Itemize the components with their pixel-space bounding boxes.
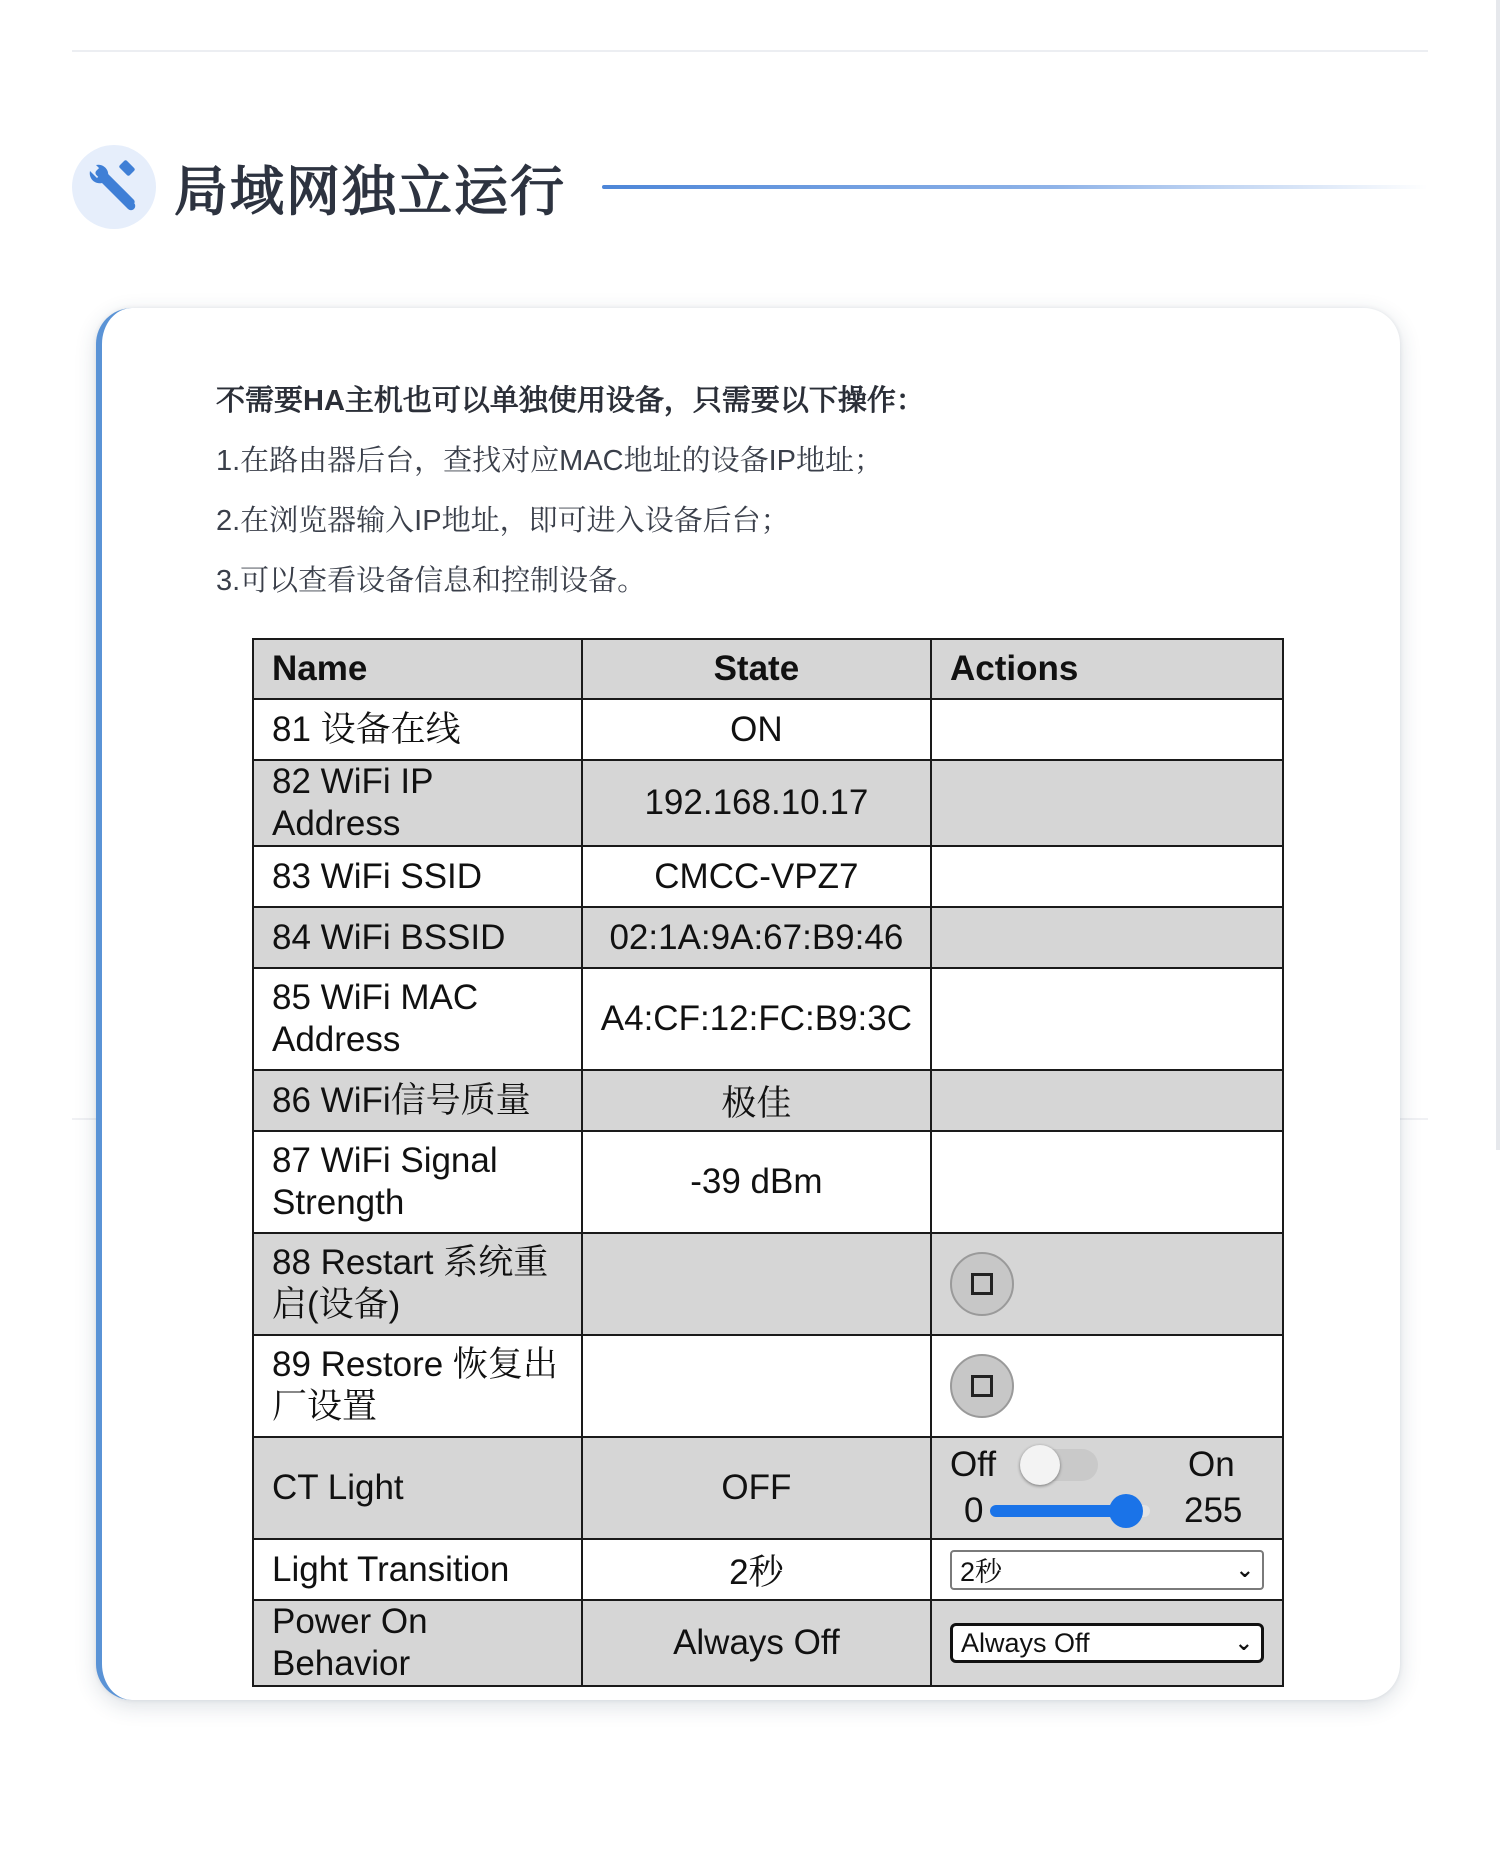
row-actions (931, 907, 1283, 968)
row-name: 83 WiFi SSID (253, 846, 582, 907)
table-row (253, 760, 1283, 846)
table-row (253, 1131, 1283, 1233)
row-actions (931, 1600, 1283, 1686)
row-state: A4:CF:12:FC:B9:3C (582, 968, 931, 1070)
row-actions (931, 1539, 1283, 1600)
slider-max-label: 255 (1184, 1491, 1243, 1530)
ct-light-toggle[interactable] (1024, 1449, 1098, 1481)
brightness-slider[interactable] (990, 1505, 1150, 1517)
content-card (96, 308, 1400, 1700)
slider-min-label: 0 (964, 1491, 984, 1530)
power-on-behavior-select[interactable] (950, 1623, 1264, 1663)
row-actions (931, 1233, 1283, 1335)
row-state (582, 1335, 931, 1437)
column-header-name: Name (253, 639, 582, 699)
select-value: 2秒 (960, 1557, 1003, 1587)
column-header-actions: Actions (931, 639, 1283, 699)
row-actions (931, 1335, 1283, 1437)
section-header (72, 142, 1428, 232)
title-accent-line (602, 185, 1428, 189)
row-name: 81 设备在线 (253, 699, 582, 760)
table-row (253, 968, 1283, 1070)
intro-step: 3.可以查看设备信息和控制设备。 (216, 565, 647, 597)
column-header-state: State (582, 639, 931, 699)
table-row (253, 699, 1283, 760)
intro-heading: 不需要HA主机也可以单独使用设备，只需要以下操作： (216, 385, 925, 417)
restore-button[interactable] (950, 1354, 1014, 1418)
table-row (253, 1070, 1283, 1131)
top-divider (72, 50, 1428, 52)
row-state: -39 dBm (582, 1131, 931, 1233)
intro-step: 2.在浏览器输入IP地址，即可进入设备后台； (216, 505, 790, 537)
row-state: Always Off (582, 1600, 931, 1686)
toggle-off-label: Off (950, 1445, 997, 1484)
table-row (253, 1437, 1283, 1539)
row-name: CT Light (253, 1437, 582, 1539)
tools-icon (72, 145, 156, 229)
row-name: Light Transition (253, 1539, 582, 1600)
row-state: 192.168.10.17 (582, 760, 931, 846)
square-icon (971, 1273, 993, 1295)
ct-light-controls (950, 1445, 1264, 1531)
table-row (253, 846, 1283, 907)
slider-thumb[interactable] (1109, 1494, 1143, 1528)
slider-fill (990, 1505, 1126, 1517)
intro-text (216, 382, 1316, 622)
select-value: Always Off (961, 1627, 1090, 1658)
row-actions (931, 1070, 1283, 1131)
row-name: 82 WiFi IP Address (253, 760, 582, 846)
row-state: OFF (582, 1437, 931, 1539)
toggle-knob (1020, 1445, 1060, 1485)
row-actions (931, 760, 1283, 846)
row-actions (931, 846, 1283, 907)
row-name: Power On Behavior (253, 1600, 582, 1686)
row-name: 86 WiFi信号质量 (253, 1070, 582, 1131)
row-state: 2秒 (582, 1539, 931, 1600)
row-name: 89 Restore 恢复出厂设置 (253, 1335, 582, 1437)
row-name: 88 Restart 系统重启(设备) (253, 1233, 582, 1335)
row-state: 极佳 (582, 1070, 931, 1131)
row-state: ON (582, 699, 931, 760)
light-transition-select[interactable] (950, 1550, 1264, 1590)
table-row (253, 1335, 1283, 1437)
right-edge-bar (1496, 0, 1500, 1150)
row-name: 85 WiFi MAC Address (253, 968, 582, 1070)
row-actions (931, 1437, 1283, 1539)
row-name: 84 WiFi BSSID (253, 907, 582, 968)
restart-button[interactable] (950, 1252, 1014, 1316)
table-row (253, 907, 1283, 968)
table-row (253, 1600, 1283, 1686)
row-actions (931, 968, 1283, 1070)
intro-step: 1.在路由器后台，查找对应MAC地址的设备IP地址； (216, 445, 884, 477)
device-table (252, 638, 1284, 1687)
row-state (582, 1233, 931, 1335)
table-header-row (253, 639, 1283, 699)
table-row (253, 1233, 1283, 1335)
page-title: 局域网独立运行 (174, 161, 566, 222)
chevron-down-icon: ⌄ (1235, 1556, 1254, 1582)
chevron-down-icon: ⌄ (1234, 1630, 1253, 1655)
row-state: 02:1A:9A:67:B9:46 (582, 907, 931, 968)
row-state: CMCC-VPZ7 (582, 846, 931, 907)
square-icon (971, 1375, 993, 1397)
row-actions (931, 1131, 1283, 1233)
table-row (253, 1539, 1283, 1600)
row-name: 87 WiFi Signal Strength (253, 1131, 582, 1233)
row-actions (931, 699, 1283, 760)
toggle-on-label: On (1188, 1445, 1235, 1484)
